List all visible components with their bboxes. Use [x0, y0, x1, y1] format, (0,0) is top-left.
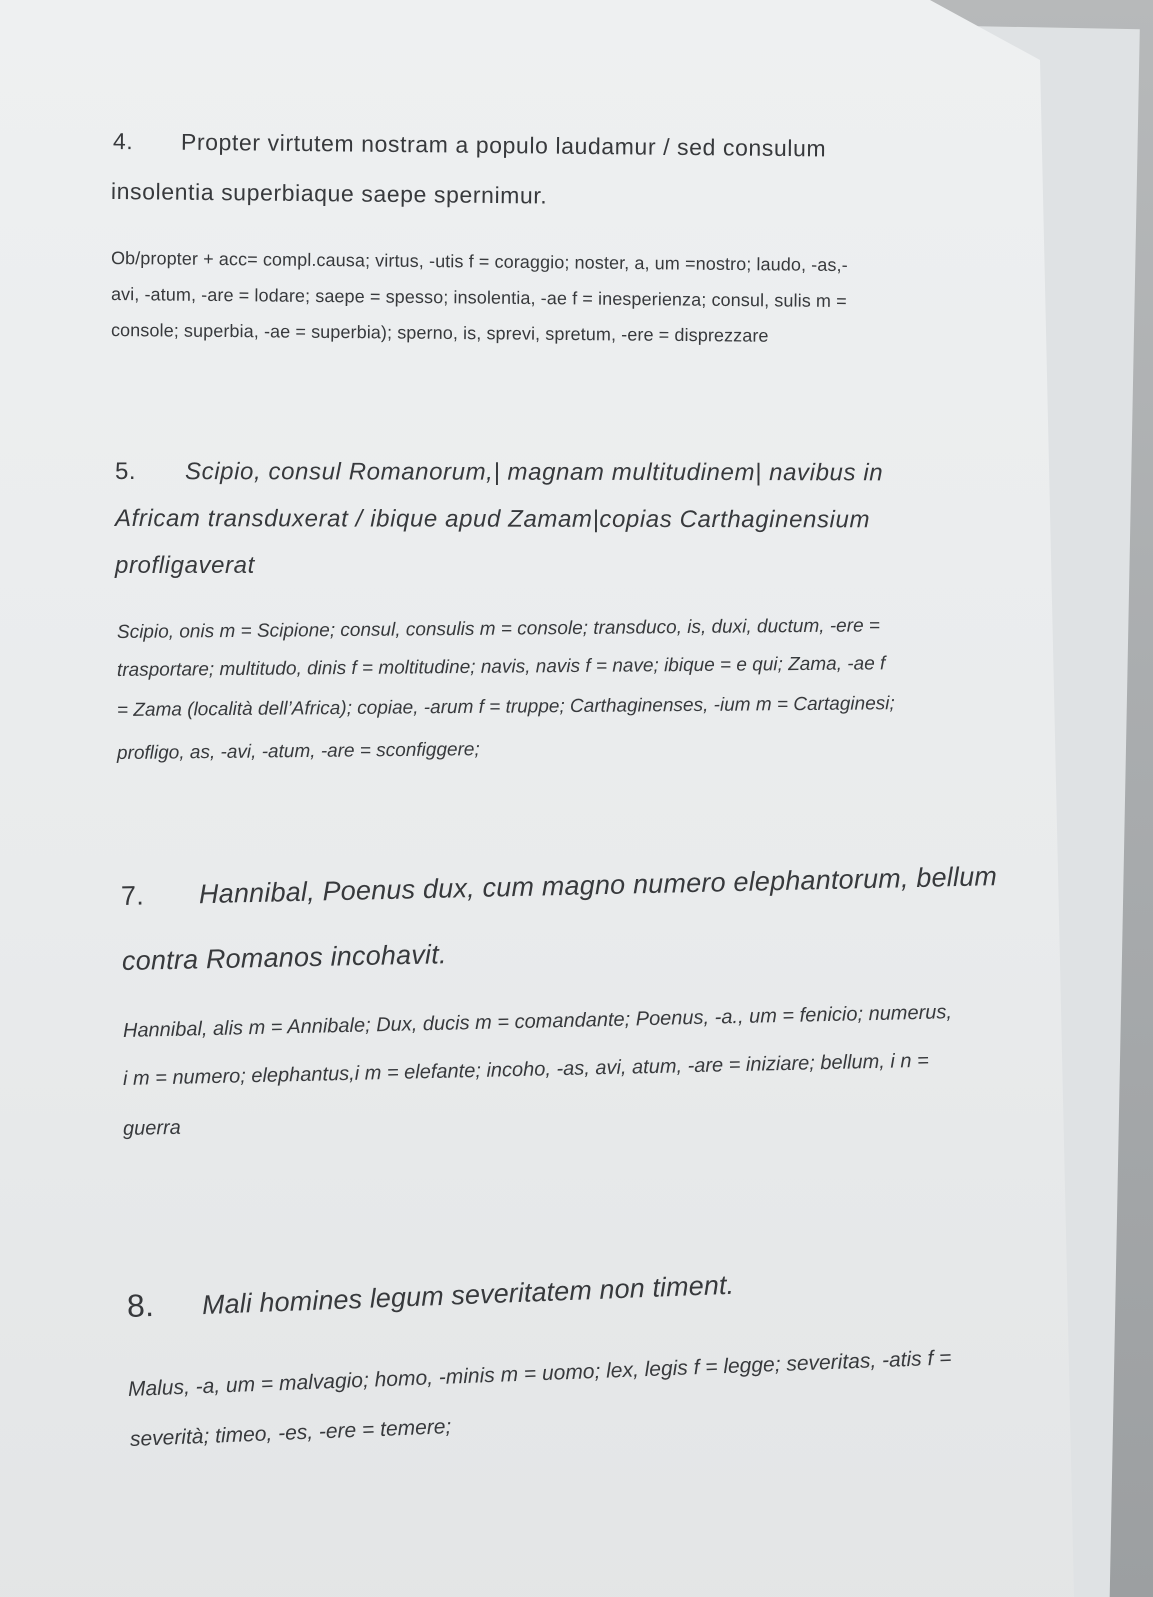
exercise-8-gloss-line-2: severità; timeo, -es, -ere = temere;: [129, 1415, 452, 1451]
exercise-4-gloss-line-3: console; superbia, -ae = superbia); sperno, is, sprevi, spretum, -ere = disprezzare: [110, 320, 769, 346]
exercise-number: 4.: [112, 128, 134, 155]
exercise-4-sentence-line-2: insolentia superbiaque saepe spernimur.: [110, 178, 548, 209]
exercise-5-gloss-line-2: trasportare; multitudo, dinis f = moltitudine; navis, navis f = nave; ibique = e qui; Zama, -ae f: [116, 653, 886, 681]
exercise-5-sentence-line-3: profligaverat: [115, 552, 255, 579]
sentence-text: Hannibal, Poenus dux, cum magno numero elephantorum, bellum: [198, 861, 998, 910]
exercise-5-gloss-line-1: Scipio, onis m = Scipione; consul, consulis m = console; transduco, is, duxi, ductum, -ere =: [116, 615, 881, 643]
exercise-number: 5.: [114, 458, 137, 486]
exercise-8-sentence-line-1: [126, 1265, 734, 1325]
exercise-5-sentence-line-1: [115, 458, 883, 487]
sentence-text: Propter virtutem nostram a populo laudamur / sed consulum: [180, 128, 827, 162]
sentence-text: Mali homines legum severitatem non timent.: [201, 1269, 735, 1321]
exercise-4-gloss-line-1: Ob/propter + acc= compl.causa; virtus, -utis f = coraggio; noster, a, um =nostro; laudo, -as,-: [110, 248, 848, 276]
exercise-7-gloss-line-2: i m = numero; elephantus,i m = elefante; incoho, -as, avi, atum, -are = iniziare; bellum, i n =: [122, 1049, 929, 1090]
exercise-5-sentence-line-2: Africam transduxerat / ibique apud Zamam|copias Carthaginensium: [114, 505, 871, 534]
exercise-7-sentence-line-1: [121, 861, 998, 912]
exercise-7-sentence-line-2: contra Romanos incohavit.: [121, 939, 447, 976]
exercise-number: 8.: [126, 1286, 155, 1324]
exercise-5-gloss-line-3: = Zama (località dell’Africa); copiae, -arum f = truppe; Carthaginenses, -ium m = Cartaginesi;: [116, 693, 895, 721]
exercise-number: 7.: [120, 880, 145, 911]
sentence-text: Scipio, consul Romanorum,| magnam multitudinem| navibus in: [184, 458, 884, 487]
exercise-7-gloss-line-1: Hannibal, alis m = Annibale; Dux, ducis m = comandante; Poenus, -a., um = fenicio; numerus,: [122, 1001, 953, 1042]
exercise-5-gloss-line-4: profligo, as, -avi, -atum, -are = sconfiggere;: [116, 739, 480, 764]
exercise-8-gloss-line-1: Malus, -a, um = malvagio; homo, -minis m = uomo; lex, legis f = legge; severitas, -atis f =: [127, 1346, 952, 1401]
exercise-4-gloss-line-2: avi, -atum, -are = lodare; saepe = spesso; insolentia, -ae f = inesperienza; consul, sulis m =: [110, 284, 847, 312]
exercise-7-gloss-line-3: guerra: [122, 1116, 182, 1140]
exercise-4-sentence-line-1: [113, 128, 827, 162]
